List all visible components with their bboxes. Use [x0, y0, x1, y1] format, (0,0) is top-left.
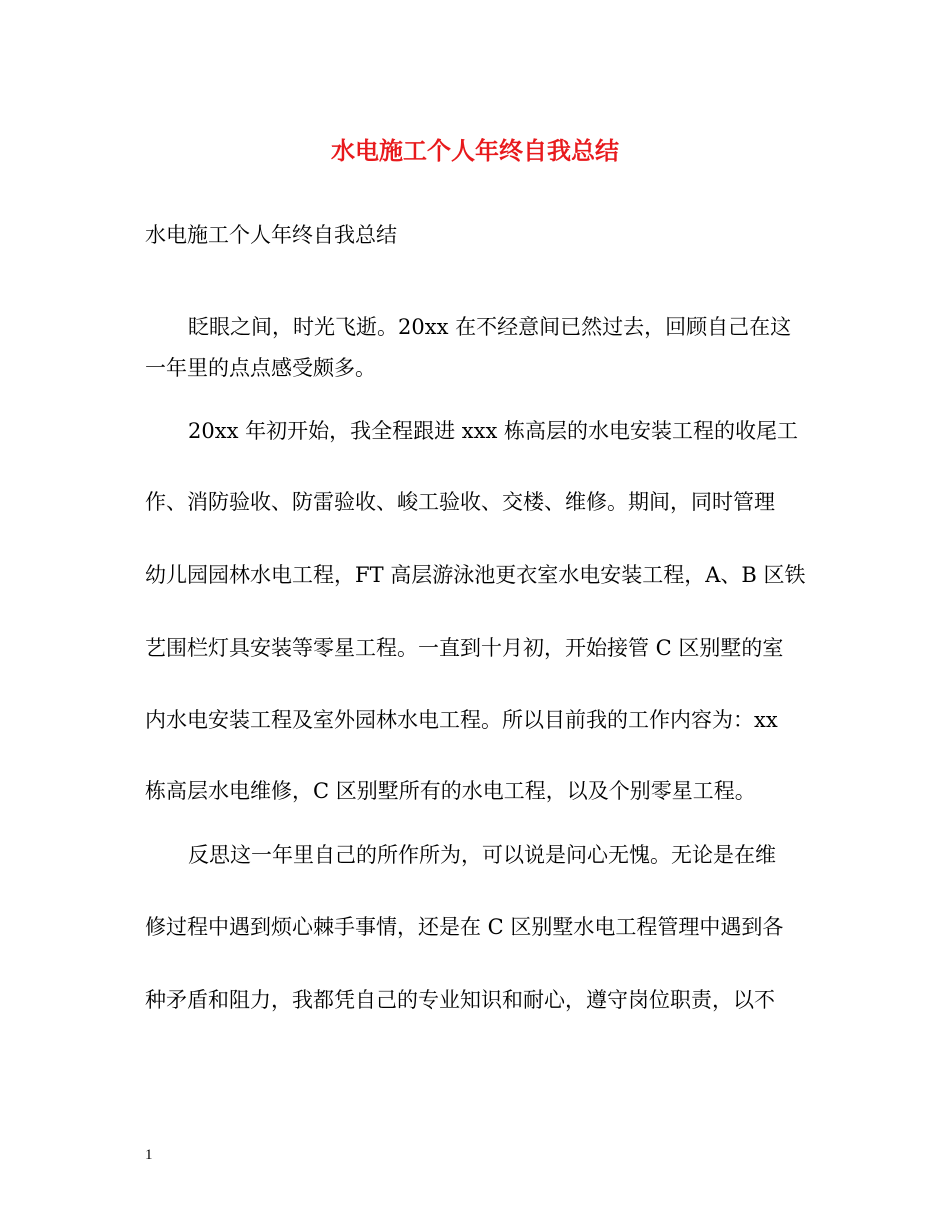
page-number: 1 — [145, 1147, 153, 1163]
paragraph-line: 修过程中遇到烦心棘手事情，还是在 C 区别墅水电工程管理中遇到各 — [145, 915, 784, 939]
paragraph-line: 种矛盾和阻力，我都凭自己的专业知识和耐心，遵守岗位职责，以不 — [145, 988, 775, 1012]
paragraph-line: 一年里的点点感受颇多。 — [145, 356, 376, 380]
paragraph-line: 作、消防验收、防雷验收、峻工验收、交楼、维修。期间，同时管理 — [145, 490, 775, 514]
paragraph-line: 栋高层水电维修，C 区别墅所有的水电工程，以及个别零星工程。 — [145, 779, 756, 803]
paragraph-line: 眨眼之间，时光飞逝。20xx 在不经意间已然过去，回顾自己在这 — [188, 315, 792, 339]
paragraph-line: 反思这一年里自己的所作所为，可以说是问心无愧。无论是在维 — [188, 843, 776, 867]
paragraph-line: 内水电安装工程及室外园林水电工程。所以目前我的工作内容为：xx — [145, 708, 778, 732]
document-subtitle: 水电施工个人年终自我总结 — [145, 223, 397, 247]
paragraph-line: 艺围栏灯具安装等零星工程。一直到十月初，开始接管 C 区别墅的室 — [145, 636, 784, 660]
document-title: 水电施工个人年终自我总结 — [331, 136, 619, 165]
paragraph-line: 20xx 年初开始，我全程跟进 xxx 栋高层的水电安装工程的收尾工 — [188, 419, 798, 443]
paragraph-line: 幼儿园园林水电工程，FT 高层游泳池更衣室水电安装工程，A、B 区铁 — [145, 563, 806, 587]
